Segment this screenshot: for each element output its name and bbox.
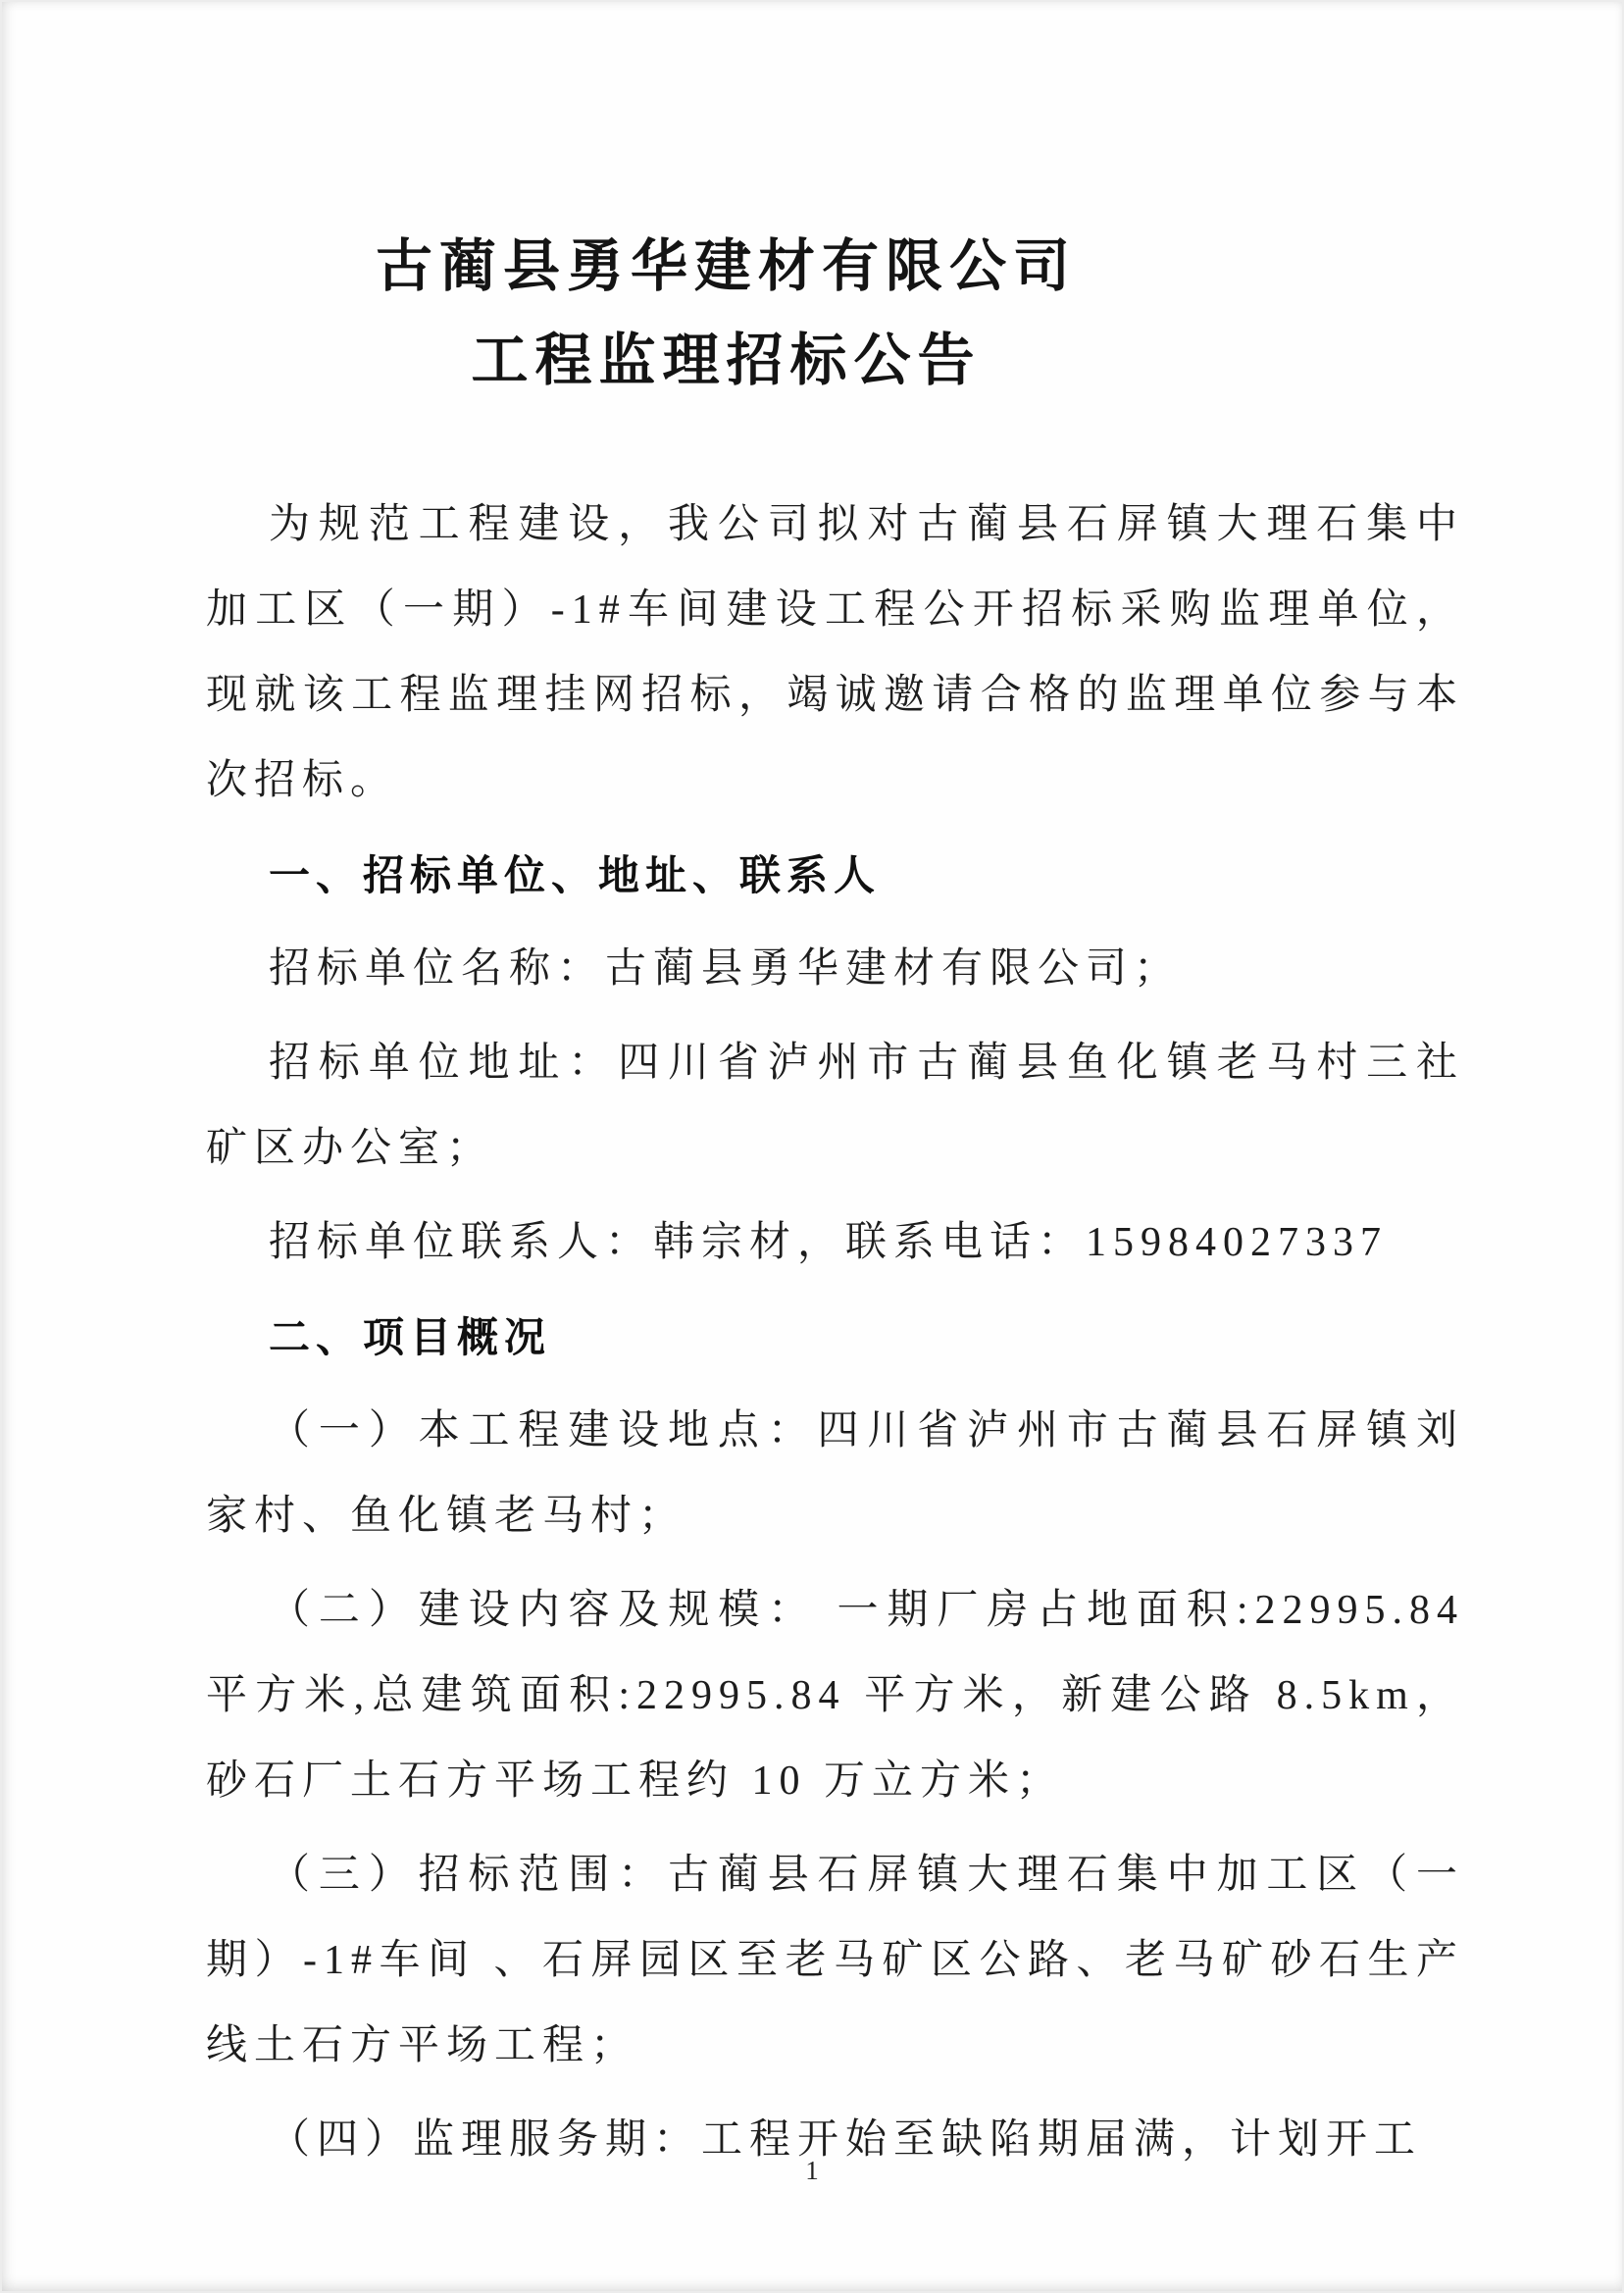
paragraph: 招标单位地址：四川省泸州市古蔺县鱼化镇老马村三社矿区办公室； — [206, 1041, 1464, 1171]
page-number: 1 — [805, 2156, 819, 2185]
paragraph: 招标单位联系人：韩宗材，联系电话：15984027337 — [269, 1220, 1389, 1265]
paragraph: （三）招标范围：古蔺县石屏镇大理石集中加工区（一期）-1#车间 、石屏园区至老马矿区公路、老马矿砂石生产线土石方平场工程； — [206, 1853, 1464, 2068]
title-line-2: 工程监理招标公告 — [471, 329, 982, 392]
document-body — [206, 483, 1464, 2183]
paragraph: 招标单位名称：古蔺县勇华建材有限公司； — [269, 946, 1183, 992]
paragraph: （一）本工程建设地点：四川省泸州市古蔺县石屏镇刘家村、鱼化镇老马村； — [206, 1408, 1464, 1539]
section-heading: 一、招标单位、地址、联系人 — [269, 852, 882, 898]
paragraph: 为规范工程建设，我公司拟对古蔺县石屏镇大理石集中加工区（一期）-1#车间建设工程公开招标采购监理单位，现就该工程监理挂网招标，竭诚邀请合格的监理单位参与本次招标。 — [206, 502, 1464, 803]
document-title — [0, 0, 1452, 408]
section-heading: 二、项目概况 — [269, 1314, 552, 1360]
paragraph: （四）监理服务期：工程开始至缺陷期届满，计划开工 — [269, 2117, 1423, 2163]
title-line-1: 古蔺县勇华建材有限公司 — [375, 234, 1077, 298]
paragraph: （二）建设内容及规模： 一期厂房占地面积:22995.84 平方米,总建筑面积:22995.84 平方米，新建公路 8.5km，砂石厂土石方平场工程约 10 万立方米； — [206, 1588, 1464, 1804]
